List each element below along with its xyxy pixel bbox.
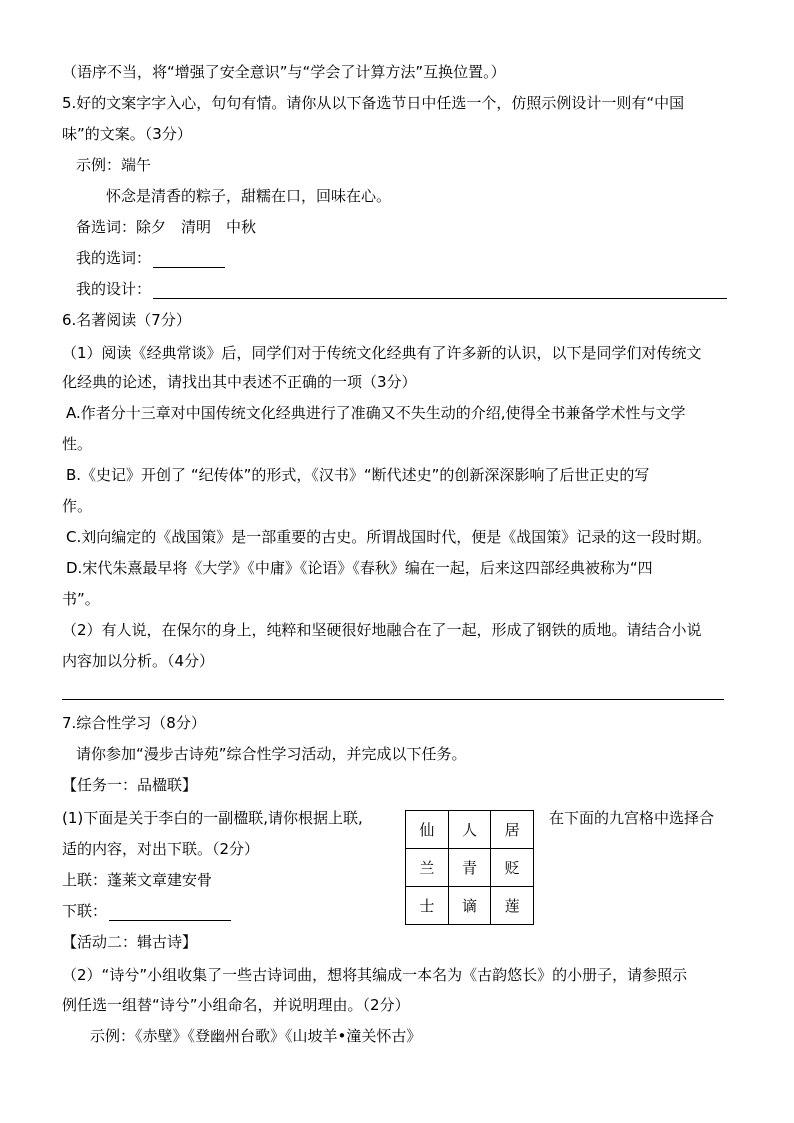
task1-stem-line2: 适的内容，对出下联。（2分） (62, 840, 260, 858)
q6-title: 6.名著阅读（7分） (62, 311, 191, 329)
q5-my-design-label: 我的设计： (76, 280, 152, 298)
grid-cell: 人 (448, 811, 491, 849)
q5-my-choice-label: 我的选词： (76, 249, 152, 267)
q6-option-d-line1: D.宋代朱熹最早将《大学》《中庸》《论语》《春秋》编在一起，后来这四部经典被称为“四 (66, 559, 653, 577)
task1-heading: 【任务一：品楹联】 (62, 776, 198, 794)
grid-cell: 莲 (491, 887, 534, 925)
q5-my-design-row (76, 279, 727, 299)
q6-option-a-line1: A.作者分十三章对中国传统文化经典进行了准确又不失生动的介绍,使得全书兼备学术性与文学 (66, 404, 686, 422)
q5-example-text: 怀念是清香的粽子，甜糯在口，回味在心。 (106, 187, 392, 205)
grid-cell: 谪 (448, 887, 491, 925)
lower-couplet-row (62, 901, 231, 921)
q6-option-b-line2: 作。 (62, 497, 93, 515)
activity2-heading: 【活动二：辑古诗】 (62, 933, 198, 951)
q6-1-stem-line2: 化经典的论述，请找出其中表述不正确的一项（3分） (62, 373, 417, 391)
q6-option-d-line2: 书”。 (62, 590, 100, 608)
grid-cell: 贬 (491, 849, 534, 887)
activity2-example: 示例：《赤壁》《登幽州台歌》《山坡羊•潼关怀古》 (90, 1027, 422, 1045)
nine-square-grid (405, 810, 534, 925)
lower-couplet-blank[interactable] (109, 904, 231, 921)
q5-stem-line1: 5.好的文案字字入心，句句有情。请你从以下备选节日中任选一个，仿照示例设计一则有“中国 (62, 94, 685, 112)
activity2-stem-line1: （2）“诗兮”小组收集了一些古诗词曲，想将其编成一本名为《古韵悠长》的小册子，请参照示 (62, 966, 688, 984)
q5-my-choice-blank[interactable] (153, 251, 225, 268)
q5-options: 备选词：除夕 清明 中秋 (76, 218, 257, 236)
q6-option-a-line2: 性。 (62, 435, 93, 453)
q5-my-design-blank[interactable] (153, 282, 727, 299)
grid-cell: 兰 (406, 849, 449, 887)
q5-example-label: 示例：端午 (76, 156, 152, 174)
grid-cell: 居 (491, 811, 534, 849)
q6-option-b-line1: B.《史记》开创了 “纪传体”的形式，《汉书》“断代述史”的创新深深影响了后世正史的写 (66, 466, 650, 484)
upper-couplet: 上联：蓬莱文章建安骨 (62, 871, 213, 889)
grid-cell: 仙 (406, 811, 449, 849)
q6-2-answer-line[interactable] (62, 699, 724, 700)
q6-1-stem-line1: （1）阅读《经典常谈》后，同学们对于传统文化经典有了许多新的认识，以下是同学们对传统文 (62, 344, 702, 362)
q5-my-choice-row (76, 248, 225, 268)
q6-2-stem-line1: （2）有人说，在保尔的身上，纯粹和坚硬很好地融合在了一起，形成了钢铁的质地。请结合小说 (62, 621, 702, 639)
q6-2-stem-line2: 内容加以分析。（4分） (62, 652, 215, 670)
answer-note: （语序不当，将“增强了安全意识”与“学会了计算方法”互换位置。） (62, 63, 506, 81)
activity2-stem-line2: 例任选一组替“诗兮”小组命名，并说明理由。（2分） (62, 996, 410, 1014)
q6-option-c: C.刘向编定的《战国策》是一部重要的古史。所谓战国时代，便是《战国策》记录的这一段时期。 (66, 528, 712, 546)
q7-intro: 请你参加“漫步古诗苑”综合性学习活动，并完成以下任务。 (76, 745, 467, 763)
task1-stem-line1a: (1)下面是关于李白的一副楹联,请你根据上联, (62, 809, 363, 827)
task1-stem-line1b: 在下面的九宫格中选择合 (549, 809, 715, 827)
q5-stem-line2: 味”的文案。（3分） (62, 125, 192, 143)
lower-couplet-label: 下联： (62, 902, 108, 920)
grid-cell: 士 (406, 887, 449, 925)
grid-cell: 青 (448, 849, 491, 887)
q7-title: 7.综合性学习（8分） (62, 714, 206, 732)
